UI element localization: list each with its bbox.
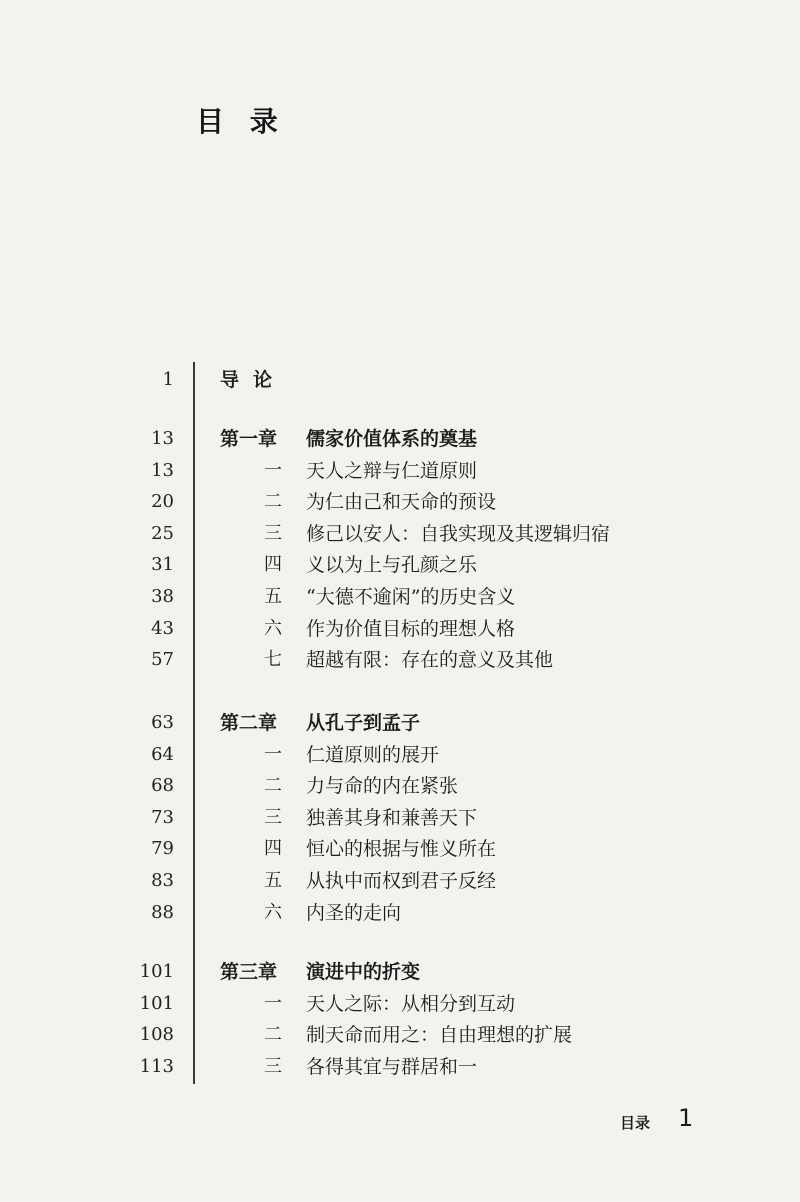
toc-section-row — [0, 897, 800, 929]
page-title: 目 录 — [196, 105, 286, 138]
toc-page-number: 38 — [151, 586, 174, 607]
toc-section-row — [0, 770, 800, 802]
toc-section-title: 天人之际：从相分到互动 — [306, 992, 516, 1015]
toc-section-row — [0, 486, 800, 518]
toc-section-row — [0, 802, 800, 834]
toc-section-row — [0, 1019, 800, 1051]
toc-chapter-row — [0, 707, 800, 739]
toc-page-number: 108 — [139, 1024, 174, 1046]
toc-section-title: 为仁由己和天命的预设 — [306, 491, 497, 514]
toc-section-number: 五 — [264, 586, 282, 607]
toc-page-number: 64 — [151, 743, 174, 765]
toc-section-number: 三 — [264, 806, 282, 828]
toc-page-number: 113 — [139, 1055, 174, 1077]
toc-section-row — [0, 865, 800, 897]
toc-page-number: 73 — [151, 806, 174, 828]
toc-section-row — [0, 739, 800, 771]
toc-intro-label: 导论 — [220, 369, 287, 391]
toc-chapter-title: 从孔子到孟子 — [306, 712, 421, 734]
toc-chapter-label: 第二章 — [220, 712, 278, 734]
toc-page-number: 101 — [139, 992, 174, 1014]
toc-intro-row — [0, 364, 800, 396]
toc-section-title: 制天命而用之：自由理想的扩展 — [306, 1024, 573, 1047]
toc-section-row — [0, 581, 800, 613]
toc-chapter-row — [0, 423, 800, 455]
toc-page-number: 88 — [151, 901, 174, 923]
toc-section-row — [0, 455, 800, 487]
toc-page-number: 68 — [151, 775, 174, 797]
toc-section-title: 超越有限：存在的意义及其他 — [306, 649, 554, 672]
toc-chapter-row — [0, 956, 800, 988]
toc-chapter-title: 儒家价值体系的奠基 — [306, 428, 478, 450]
toc-section-row — [0, 1051, 800, 1083]
toc-section-title: 作为价值目标的理想人格 — [306, 617, 516, 640]
toc-section-number: 三 — [264, 522, 282, 544]
toc-section-title: “大德不逾闲”的历史含义 — [306, 586, 516, 608]
toc-section-title: 各得其宜与群居和一 — [306, 1055, 478, 1078]
toc-section-title: 独善其身和兼善天下 — [306, 806, 478, 829]
toc-section-number: 五 — [264, 870, 282, 891]
toc-section-number: 二 — [264, 491, 282, 513]
toc-section-title: 天人之辩与仁道原则 — [306, 459, 478, 482]
toc-page-number: 63 — [151, 712, 174, 733]
toc-page-number: 13 — [151, 428, 174, 449]
toc-page-number: 20 — [151, 491, 174, 513]
toc-section-number: 二 — [264, 1024, 282, 1046]
toc-section-title: 修己以安人：自我实现及其逻辑归宿 — [306, 522, 611, 545]
toc-section-number: 二 — [264, 775, 282, 797]
toc-section-number: 一 — [264, 743, 282, 765]
toc-section-row — [0, 549, 800, 581]
footer-page-number: 1 — [678, 1104, 694, 1132]
toc-section-row — [0, 833, 800, 865]
toc-section-number: 六 — [264, 617, 282, 639]
toc-section-number: 四 — [264, 554, 282, 576]
toc-section-title: 义以为上与孔颜之乐 — [306, 554, 478, 577]
footer-section-label: 目录 — [620, 1114, 651, 1132]
toc-section-title: 力与命的内在紧张 — [306, 775, 459, 798]
toc-page-number: 83 — [151, 870, 174, 891]
toc-page-number: 43 — [151, 617, 174, 639]
toc-page-number: 79 — [151, 838, 174, 860]
toc-section-title: 从执中而权到君子反经 — [306, 870, 497, 892]
toc-section-number: 六 — [264, 901, 282, 923]
toc-page-number: 1 — [162, 369, 174, 390]
toc-section-title: 仁道原则的展开 — [306, 743, 440, 766]
toc-section-row — [0, 988, 800, 1020]
toc-section-number: 一 — [264, 459, 282, 481]
toc-section-row — [0, 613, 800, 645]
toc-page-number: 57 — [151, 649, 174, 671]
toc-page-number: 25 — [151, 522, 174, 544]
toc-section-row — [0, 518, 800, 550]
toc-section-title: 内圣的走向 — [306, 901, 402, 924]
toc-section-number: 七 — [264, 649, 282, 671]
toc-chapter-label: 第一章 — [220, 428, 278, 450]
toc-chapter-title: 演进中的折变 — [306, 961, 421, 983]
toc-chapter-label: 第三章 — [220, 961, 278, 983]
toc-section-number: 三 — [264, 1055, 282, 1077]
toc-page-number: 101 — [139, 961, 174, 982]
toc-section-row — [0, 644, 800, 676]
toc-page-number: 13 — [151, 459, 174, 481]
toc-page-number: 31 — [151, 554, 174, 576]
toc-section-number: 四 — [264, 838, 282, 860]
toc-section-title: 恒心的根据与惟义所在 — [306, 838, 497, 861]
toc-section-number: 一 — [264, 992, 282, 1014]
